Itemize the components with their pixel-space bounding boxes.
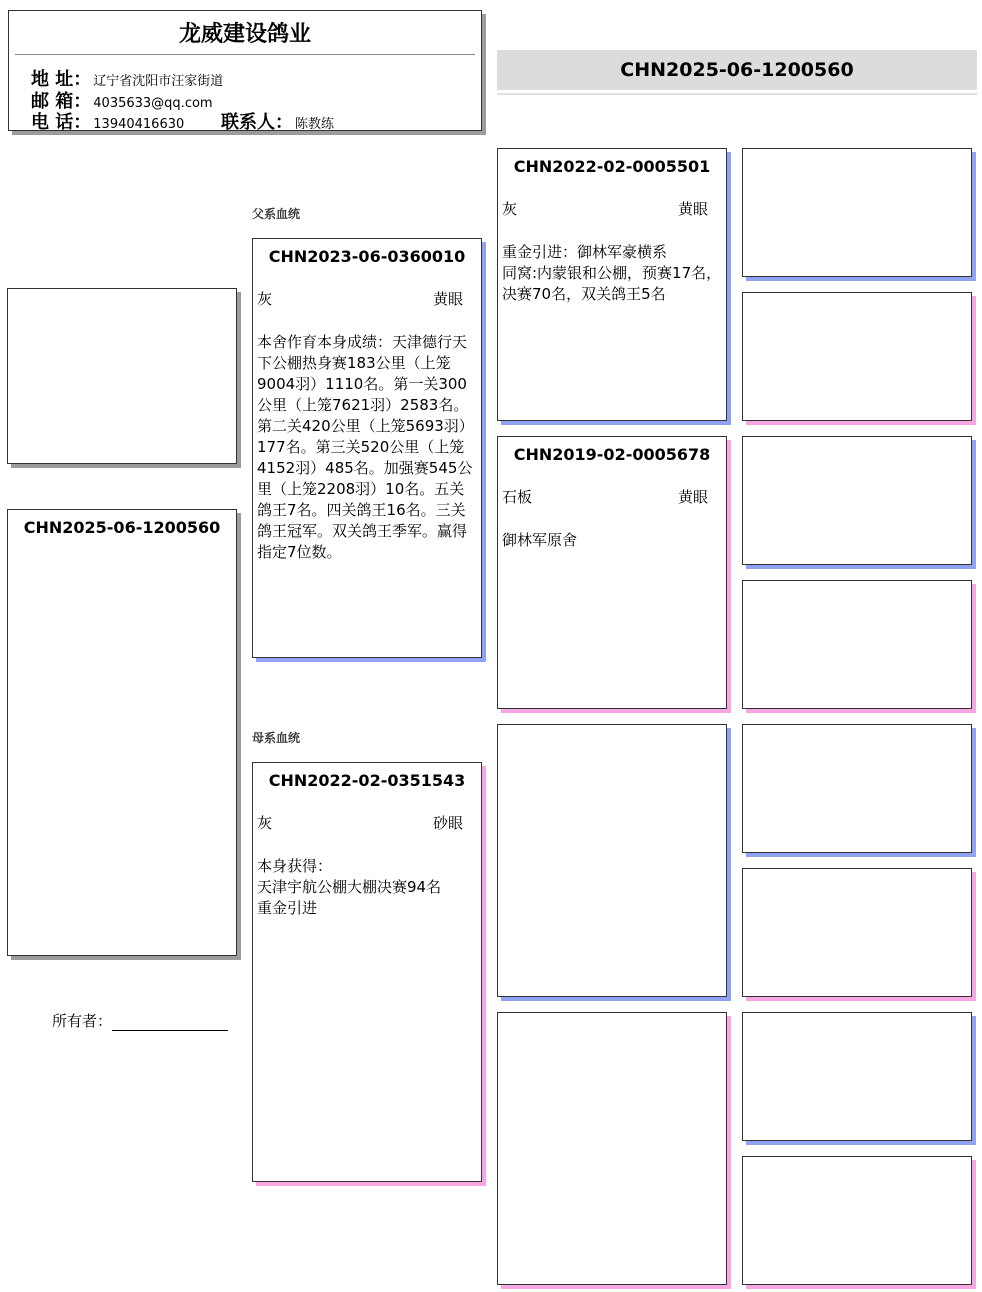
sire-dam-traits bbox=[498, 486, 726, 508]
dam-sire-card bbox=[497, 724, 727, 997]
sire-description: 本舍作育本身成绩：天津德行天下公棚热身赛183公里（上笼9004羽）1110名。第一关300公里（上笼7621羽）2583名。第二关420公里（上笼5693羽）177名。第三关520公里（上笼4152羽）485名。加强赛545公里（上笼2208羽）10名。五关鸽王7名。四关鸽王16名。三关鸽王冠军。双关鸽王季军。赢得指定7位数。 bbox=[257, 333, 474, 561]
dam-color: 灰 bbox=[257, 814, 273, 832]
dam-dam-card bbox=[497, 1012, 727, 1285]
sire-sire-id: CHN2022-02-0005501 bbox=[513, 157, 711, 176]
email-value: 4035633@qq.com bbox=[93, 96, 213, 111]
sire-traits bbox=[253, 288, 481, 310]
sire-dam-eye: 黄眼 bbox=[677, 488, 708, 506]
breeder-info-card bbox=[8, 10, 482, 131]
dam-desc-line: 本身获得： bbox=[257, 857, 333, 875]
header-divider bbox=[15, 54, 475, 55]
sire-color: 灰 bbox=[257, 290, 273, 308]
sire-sire-card bbox=[497, 148, 727, 421]
sire-dam-description bbox=[498, 530, 726, 551]
address-label: 地 址： bbox=[31, 69, 92, 90]
dam-line-label: 母系血统 bbox=[252, 731, 301, 745]
subject-pigeon-id: CHN2025-06-1200560 bbox=[23, 518, 221, 537]
ancestor-card bbox=[742, 868, 972, 997]
ancestor-card bbox=[742, 724, 972, 853]
sire-line-label: 父系血统 bbox=[252, 207, 301, 221]
contact-label: 联系人： bbox=[221, 112, 293, 133]
dam-eye: 砂眼 bbox=[432, 814, 463, 832]
ancestor-card bbox=[742, 1156, 972, 1285]
ancestor-card bbox=[742, 1012, 972, 1141]
owner-field bbox=[52, 1010, 228, 1031]
owner-label: 所有者： bbox=[52, 1012, 113, 1030]
sire-sire-traits bbox=[498, 198, 726, 220]
ancestor-card bbox=[742, 148, 972, 277]
sire-sire-eye: 黄眼 bbox=[677, 200, 708, 218]
sire-dam-color: 石板 bbox=[502, 488, 533, 506]
dam-desc-line: 天津宇航公棚大棚决赛94名 bbox=[257, 878, 442, 896]
ancestor-card bbox=[742, 580, 972, 709]
sire-dam-card bbox=[497, 436, 727, 709]
dam-id: CHN2022-02-0351543 bbox=[268, 771, 466, 790]
phone-row bbox=[31, 108, 184, 134]
dam-desc-line: 重金引进 bbox=[257, 899, 318, 917]
contact-row bbox=[221, 108, 334, 134]
subject-pigeon-card bbox=[7, 509, 237, 956]
phone-label: 电 话： bbox=[31, 112, 92, 133]
phone-value: 13940416630 bbox=[93, 117, 185, 132]
contact-value: 陈教练 bbox=[295, 117, 335, 132]
sire-eye: 黄眼 bbox=[432, 290, 463, 308]
pedigree-banner-id: CHN2025-06-1200560 bbox=[497, 50, 977, 90]
banner-divider bbox=[497, 93, 977, 95]
pigeon-photo-box bbox=[7, 288, 237, 464]
address-value: 辽宁省沈阳市汪家街道 bbox=[93, 74, 224, 89]
dam-card bbox=[252, 762, 482, 1182]
sire-sire-desc-line: 同窝:内蒙银和公棚，预赛17名，决赛70名，双关鸽王5名 bbox=[502, 264, 722, 303]
sire-card bbox=[252, 238, 482, 658]
email-label: 邮 箱： bbox=[31, 91, 92, 112]
sire-id: CHN2023-06-0360010 bbox=[268, 247, 466, 266]
breeder-name: 龙威建设鸽业 bbox=[178, 22, 311, 47]
sire-sire-color: 灰 bbox=[502, 200, 518, 218]
owner-signature-line bbox=[112, 1015, 228, 1031]
dam-traits bbox=[253, 812, 481, 834]
sire-sire-desc-line: 重金引进：御林军豪横系 bbox=[502, 243, 668, 261]
sire-sire-description bbox=[498, 242, 726, 305]
ancestor-card bbox=[742, 292, 972, 421]
sire-dam-id: CHN2019-02-0005678 bbox=[513, 445, 711, 464]
sire-dam-desc-line: 御林军原舍 bbox=[502, 531, 578, 549]
ancestor-card bbox=[742, 436, 972, 565]
dam-description bbox=[253, 856, 481, 919]
